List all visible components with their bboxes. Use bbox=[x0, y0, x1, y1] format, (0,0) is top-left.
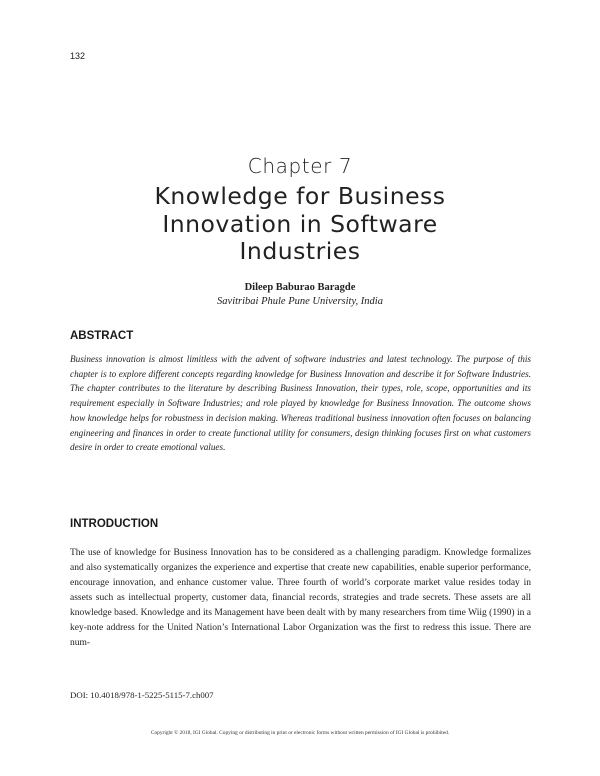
chapter-label: Chapter 7 bbox=[247, 154, 353, 178]
copyright-notice: Copyright © 2018, IGI Global. Copying or distributing in print or electronic forms without written permission of IGI Global is prohibited. bbox=[150, 730, 450, 736]
doi: DOI: 10.4018/978-1-5225-5115-7.ch007 bbox=[70, 690, 214, 700]
abstract-text: Business innovation is almost limitless with the advent of software industries and latest technology. The purpose of this chapter is to explore different concepts regarding knowledge for Business Innovation and describe it for Software Industries. The chapter contributes to the literature by describing Business Innovation, their types, role, scope, opportunities and its requirement especially in Software Industries; and role played by knowledge for Business Innovation. The outcome shows how knowledge helps for robustness in decision making. Whereas traditional business innovation often focuses on balancing engineering and finances in order to create functional utility for consumers, design thinking focuses first on what customers desire in order to create emotional values. bbox=[70, 354, 531, 453]
page-number: 132 bbox=[70, 51, 86, 61]
abstract-heading: ABSTRACT bbox=[70, 330, 134, 342]
author-name: Dileep Baburao Baragde bbox=[244, 282, 356, 293]
chapter-title: Knowledge for Business Innovation in Software Industries bbox=[154, 182, 446, 265]
author-affiliation: Savitribai Phule Pune University, India bbox=[217, 296, 383, 307]
introduction-heading: INTRODUCTION bbox=[70, 518, 159, 530]
introduction-text: The use of knowledge for Business Innovation has to be considered as a challenging paradigm. Knowledge formalizes and also systematically organizes the experience and expertise that create new capabilities, enable superior performance, encourage innovation, and enhance customer value. Three fourth of world’s corporate market value resides today in assets such as intellectual property, customer data, financial records, strategies and trade secrets. These assets are all knowledge based. Knowledge and its Management have been dealt with by many researchers from time Wiig (1990) in a key-note address for the United Nation’s International Labor Organization was the first to redress this issue. There are num- bbox=[70, 548, 531, 648]
